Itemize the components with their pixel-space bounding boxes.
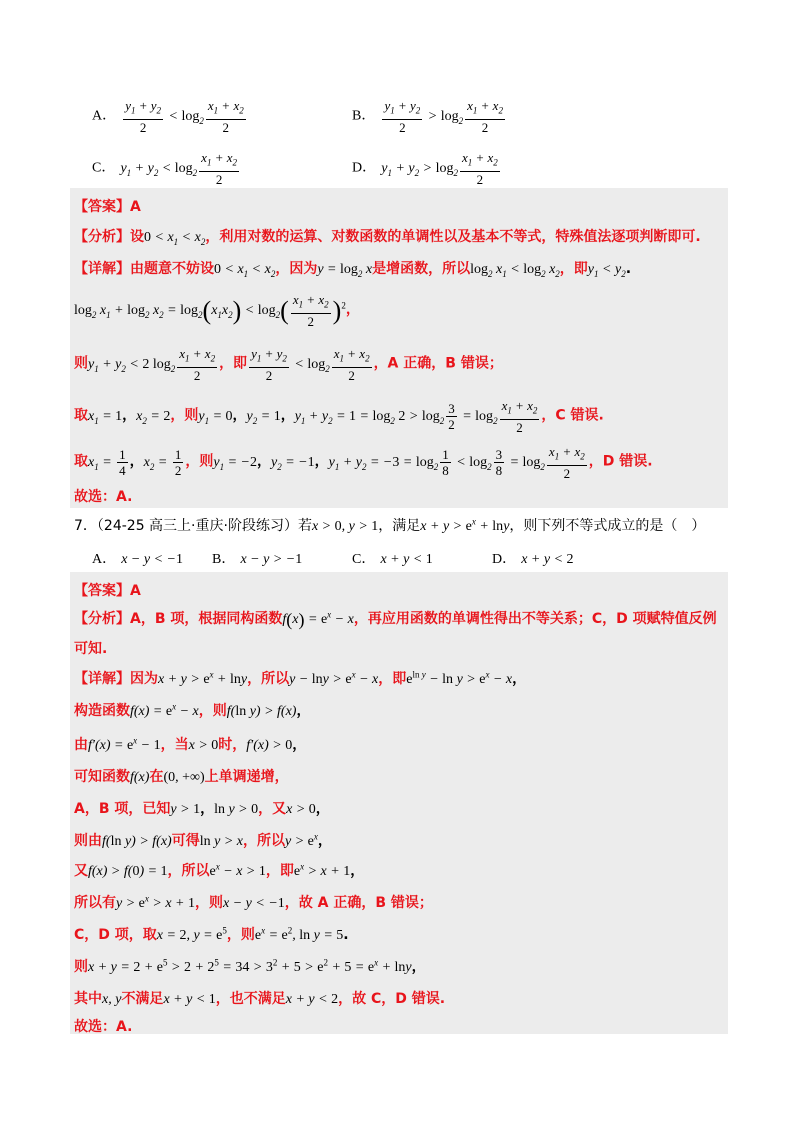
a7-analysis-line-2 [74,638,107,658]
math: $f(x) = e^x - x$ [282,609,354,630]
text: 又 [74,863,88,879]
math: (0, +∞) [163,770,205,785]
option-label: A． [92,552,117,567]
math: $x + y > e^x + \ln y$ [158,669,248,687]
math: $y > e^x > x + 1$ [116,893,195,911]
text: 不满足 [121,991,164,1007]
a7-analysis-line-1 [74,608,717,630]
option-label: B． [352,108,376,124]
q7-stem [74,515,705,535]
math: f(x) > f(0) = 1 [88,864,168,879]
text: 时， [218,737,247,753]
detail-tag: 【详解】 [74,261,130,277]
q6-option-b [352,98,507,135]
math: $x + y > e^x + \ln y$ [420,516,510,534]
q6-option-c [92,150,241,187]
a6-detail-line-3 [74,346,503,383]
math: $\log_2 x_1 + \log_2 x_2 = \log_2(x_1x_2) < \log_2$( $\frac{x_1 + x_2}{2}$ )$^2$ [74,292,346,329]
math: x − y < −1 [223,896,285,911]
math: $y_2 = 1$ [246,408,281,426]
q7-option-b [212,548,302,568]
math: f(ln y) > f(x) [226,704,297,719]
math: $e^x > x + 1$ [293,861,351,879]
math: $y_1 = -2$ [213,454,257,472]
a7-detail-line-1: 【详解】因为$x + y > e^x + \ln y$，所以$y - \ln y > e^x - x$，即$e^{ln y} - \ln y > e^x - x$， [74,669,527,687]
math: $y_1 + y_2 < 2$ $\log_2$ $\frac{x_1 + x_2}{2}$ [88,346,216,383]
math: x > 0 [286,802,316,817]
option-label: D． [352,160,377,176]
math: f(x) [130,770,150,785]
text: ，即 [265,863,294,879]
analysis-text: 设 [130,229,144,245]
answer-tag: 【答案】 [74,199,130,215]
option-label: A． [92,108,117,124]
text: 其中 [74,991,102,1007]
text: C，D 项，取 [74,927,157,943]
math: $e^x - x > 1$ [209,861,266,879]
option-math: x + y < 2 [521,552,574,567]
math: y > 1 [170,802,201,817]
math: f′(x) > 0 [246,738,293,753]
option-math: x − y < −1 [121,552,183,567]
math: $y_1 + y_2 = -3 = \log_2$ $\frac{1}{8}$ < $\log_2$ $\frac{3}{8}$ = $\log_2$ $\frac{x_1 + x_2}{2}$ [328,444,585,481]
option-label: C． [352,552,376,567]
option-math: $\frac{y_1 + y_2}{2}$ < $\log_2$ $\frac{x_1 + x_2}{2}$ [125,98,244,135]
a7-detail-line-2: 构造函数$f(x) = e^x - x$，则f(ln y) > f(x)， [74,701,311,719]
text: ，即 [378,671,407,687]
text: ，又 [258,801,287,817]
text: ，再应用函数的单调性得出不等关系；C，D 项赋特值反例 [353,611,717,627]
option-label: C． [92,160,116,176]
math: $e^x = e^2$, ln y = 5 [254,925,344,943]
text: ，所以 [247,671,290,687]
option-math: $\frac{y_1 + y_2}{2}$ > $\log_2$ $\frac{x_1 + x_2}{2}$ [384,98,503,135]
text: 故选：A. [74,1019,133,1035]
text: 是增函数，所以 [372,261,471,277]
text: 取 [74,453,88,470]
math: x > 0 [188,738,219,753]
text: ，则下列不等式成立的是（ ） [509,518,706,534]
question-number: 7． [74,518,97,534]
text: ，即 [219,355,248,372]
text: 上单调递增， [204,769,289,785]
a7-detail-line-11 [74,988,445,1008]
text: A，B 项，根据同构函数 [130,611,283,627]
math: ln y > 0 [214,802,259,817]
text: ，C 错误. [541,407,604,424]
text: ，D 错误. [588,453,653,470]
a6-choose [74,486,132,506]
text: ，A 正确，B 错误； [373,355,503,372]
answer-tag: 【答案】 [74,583,130,599]
analysis-tag: 【分析】 [74,611,130,627]
text: ，因为 [275,261,318,277]
option-label: B． [212,552,236,567]
analysis-text: ，利用对数的运算、对数函数的单调性以及基本不等式，特殊值法逐项判断即可. [205,229,701,245]
text: ，则 [185,453,214,470]
analysis-tag: 【分析】 [74,229,130,245]
option-math: x + y < 1 [380,552,433,567]
math: $y - \ln y > e^x - x$ [289,669,379,687]
math: $x_2$ = $\frac{1}{2}$ [143,446,182,478]
math: $f'(x) = e^x - 1$ [88,735,161,753]
text: 构造函数 [74,703,130,719]
text: 可得 [171,833,200,849]
a7-answer [74,580,141,600]
math: $y > e^x$ [284,831,318,849]
text: 则由 [74,833,102,849]
a7-detail-line-4 [74,766,289,786]
text: 则 [74,355,88,372]
a7-detail-line-5: A，B 项，已知y > 1，ln y > 0，又x > 0， [74,801,330,817]
a7-detail-line-9: C，D 项，取x = 2, $y = e^5$，则$e^x = e^2$, ln y = 5. [74,925,349,943]
q7-option-a [92,548,183,568]
a7-detail-line-10: 则$x + y = 2 + e^5 > 2 + 2^5 = 34 > 3^2 + 5 > e^2 + 5 = e^x + \ln y$， [74,957,426,975]
math: ln y > x [199,834,243,849]
math: $y = \log_2 x$ [317,262,373,279]
option-math: x − y > −1 [240,552,303,567]
text: ，满足 [378,518,421,534]
a7-detail-line-6: 则由f(ln y) > f(x)可得ln y > x，所以$y > e^x$， [74,831,332,849]
math: $0 < x_1 < x_2$ [214,262,276,279]
text: 在 [149,769,164,785]
math: $x_1$ = $\frac{1}{4}$ [88,446,126,478]
math: x > 0, y > 1 [311,519,379,534]
text: 取 [74,407,88,424]
math: $x_2 = 2$ [136,408,171,426]
text: ，即 [559,261,588,277]
math: $f(x) = e^x - x$ [130,701,199,719]
q6-option-d [352,150,502,187]
a6-detail-line-1: 【详解】由题意不妨设$0 < x_1 < x_2$，因为$y = \log_2 x$是增函数，所以$\log_2 x_1 < \log_2 x_2$，即$y_1 < y_2$. [74,261,632,279]
answer-value: A [130,199,141,215]
math: $y_1 < y_2$ [587,262,626,279]
question-source: （24-25 高三上·重庆·阶段练习）若 [96,518,312,534]
option-math: $y_1 + y_2 > \log_2$ $\frac{x_1 + x_2}{2}$ [381,150,498,187]
a7-detail-line-8 [74,892,433,912]
a7-detail-line-3: 由$f'(x) = e^x - 1$，当x > 0时，f′(x) > 0， [74,735,307,753]
a6-detail-line-5: 取$x_1$ = $\frac{1}{4}$ ，$x_2$ = $\frac{1}{2}$ ，则$y_1 = -2$，$y_2 = -1$，$y_1 + y_2 = -3 = \log_2$ $\frac{1}{8}$ < $\log_2$ $\frac{3}{8}$ = $\log_2$ $\frac{x_1 + x_2}{2}$ ，D 错误. [74,444,653,481]
text: A，B 项，已知 [74,801,171,817]
math: $y_1 = 0$ [198,408,233,426]
math: $y_2 = -1$ [270,454,315,472]
math: $\frac{y_1 + y_2}{2}$ < $\log_2$ $\frac{x_1 + x_2}{2}$ [251,346,370,383]
text: ，则 [170,407,199,424]
text: 因为 [130,671,158,687]
q7-option-d [492,548,574,568]
math: $\log_2 x_1 < \log_2 x_2$ [470,262,560,279]
text: 由题意不妨设 [130,261,214,277]
math: x + y < 2 [285,992,339,1007]
a6-answer [74,196,141,216]
text: ，则 [195,895,223,911]
text: ，所以 [242,833,285,849]
text: 故选：A. [74,489,133,505]
text: ，当 [160,737,189,753]
option-label: D． [492,552,517,567]
q7-option-c [352,548,433,568]
math: x, y [102,992,122,1007]
text: ，也不满足 [215,991,286,1007]
q6-option-a [92,98,248,135]
math: $x_1 = 1$ [88,408,123,426]
math: $x + y = 2 + e^5 > 2 + 2^5 = 34 > 3^2 + 5 > e^2 + 5 = e^x + \ln y$ [88,957,412,975]
text: ，则 [198,703,227,719]
text: 由 [74,737,88,753]
text: 可知函数 [74,769,130,785]
math: $y_1 + y_2 = 1 = \log_2 2 > \log_2$ $\frac{3}{2}$ = $\log_2$ $\frac{x_1 + x_2}{2}$ [294,398,538,435]
math: $0 < x_1 < x_2$ [144,230,206,247]
answer-value: A [130,583,141,599]
math: x + y < 1 [163,992,216,1007]
text: ，则 [226,927,255,943]
a7-detail-line-7: 又f(x) > f(0) = 1，所以$e^x - x > 1$，即$e^x > x + 1$， [74,861,365,879]
detail-tag: 【详解】 [74,671,130,687]
math: $e^{ln y} - \ln y > e^x - x$ [406,669,513,687]
text: ，所以 [167,863,210,879]
text: 则 [74,959,88,975]
option-math: $y_1 + y_2 < \log_2$ $\frac{x_1 + x_2}{2}$ [120,150,237,187]
a7-choose [74,1016,132,1036]
math: f(ln y) > f(x) [102,834,172,849]
math: x = 2, $y = e^5$ [156,925,227,943]
text: ，故 A 正确，B 错误； [284,895,433,911]
text: ，故 C，D 错误. [338,991,446,1007]
text: 所以有 [74,895,116,911]
text: 可知. [74,641,108,657]
a6-analysis [74,226,701,247]
a6-detail-line-2: $\log_2 x_1 + \log_2 x_2 = \log_2(x_1x_2) < \log_2$( $\frac{x_1 + x_2}{2}$ )$^2$， [74,292,360,329]
a6-detail-line-4: 取$x_1 = 1$，$x_2 = 2$，则$y_1 = 0$，$y_2 = 1$，$y_1 + y_2 = 1 = \log_2 2 > \log_2$ $\frac{3}{2}$ = $\log_2$ $\frac{x_1 + x_2}{2}$ ，C 错误. [74,398,604,435]
